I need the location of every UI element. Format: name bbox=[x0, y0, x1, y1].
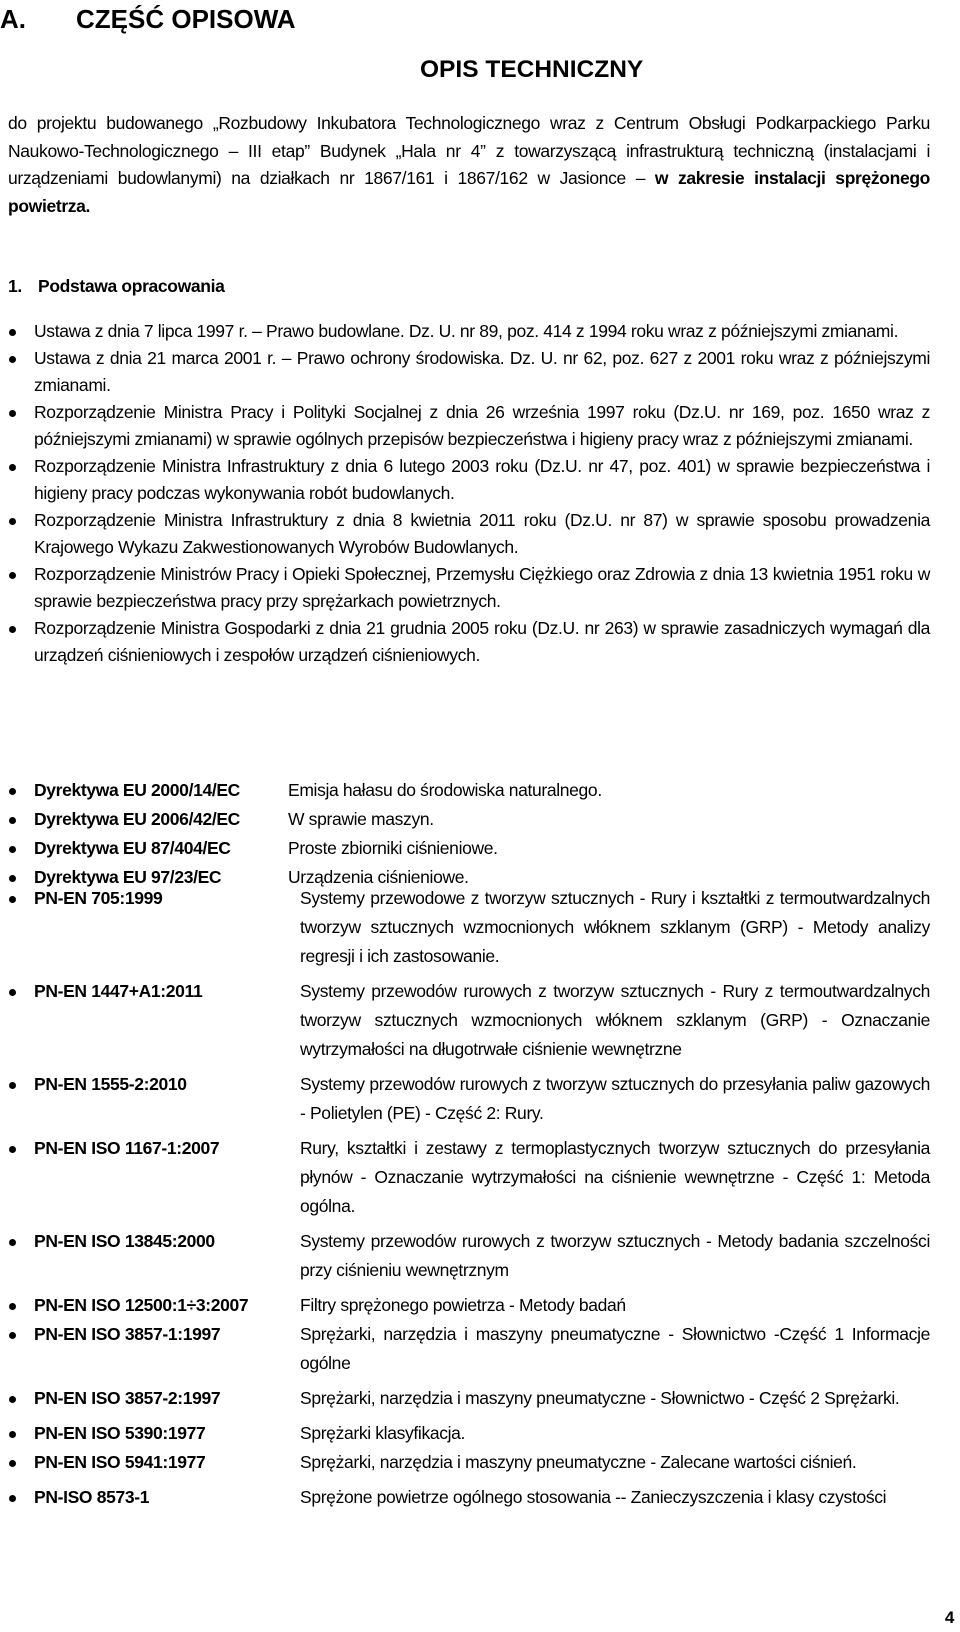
bullet-icon bbox=[9, 817, 16, 824]
norm-code: PN-EN ISO 1167-1:2007 bbox=[34, 1138, 220, 1158]
list-item bbox=[0, 805, 930, 834]
norm-desc: Filtry sprężonego powietrza - Metody badań bbox=[300, 1295, 626, 1315]
section-heading-number: A. bbox=[0, 4, 26, 34]
list-item-text: Ustawa z dnia 7 lipca 1997 r. – Prawo budowlane. Dz. U. nr 89, poz. 414 z 1994 roku wraz z późniejszymi zmianami. bbox=[34, 321, 899, 341]
bullet-icon bbox=[9, 626, 16, 633]
list-item bbox=[0, 1320, 930, 1378]
bullet-icon bbox=[9, 1396, 16, 1403]
bullet-icon bbox=[9, 518, 16, 525]
list-item bbox=[0, 834, 930, 863]
list-item-text: Rozporządzenie Ministra Infrastruktury z dnia 8 kwietnia 2011 roku (Dz.U. nr 87) w sprawie sposobu prowadzenia Krajowego Wykazu Zakwestionowanych Wyrobów Budowlanych. bbox=[34, 510, 930, 557]
norm-code: PN-EN ISO 3857-2:1997 bbox=[34, 1388, 221, 1408]
list-item bbox=[0, 615, 930, 669]
list-item bbox=[0, 1448, 930, 1477]
norm-desc: Systemy przewodów rurowych z tworzyw sztucznych - Rury z termoutwardzalnych tworzyw sztucznych wzmocnionych włóknem szklanym (GRP) - Oznaczanie wytrzymałości na długotrwałe ciśnienie wewnętrzne bbox=[300, 981, 930, 1059]
subsection-title: Podstawa opracowania bbox=[38, 276, 225, 296]
directive-desc: Emisja hałasu do środowiska naturalnego. bbox=[288, 780, 602, 800]
norm-code: PN-EN ISO 3857-1:1997 bbox=[34, 1324, 221, 1344]
bullet-icon bbox=[9, 464, 16, 471]
bullet-icon bbox=[9, 410, 16, 417]
list-item bbox=[0, 318, 930, 345]
list-item bbox=[0, 453, 930, 507]
list-item-text: Rozporządzenie Ministra Infrastruktury z dnia 6 lutego 2003 roku (Dz.U. nr 47, poz. 401) w sprawie bezpieczeństwa i higieny pracy podczas wykonywania robót budowlanych. bbox=[34, 456, 930, 503]
bullet-icon bbox=[9, 572, 16, 579]
directive-code: Dyrektywa EU 2000/14/EC bbox=[34, 780, 240, 800]
list-item bbox=[0, 1291, 930, 1320]
bullet-icon bbox=[9, 356, 16, 363]
norm-code: PN-EN ISO 12500:1÷3:2007 bbox=[34, 1295, 249, 1315]
norm-code: PN-EN ISO 5941:1977 bbox=[34, 1452, 206, 1472]
norm-desc: Sprężarki, narzędzia i maszyny pneumatyczne - Zalecane wartości ciśnień. bbox=[300, 1452, 857, 1472]
bullet-icon bbox=[9, 989, 16, 996]
list-item bbox=[0, 507, 930, 561]
norm-desc: Systemy przewodów rurowych z tworzyw sztucznych do przesyłania paliw gazowych - Polietylen (PE) - Część 2: Rury. bbox=[300, 1074, 930, 1123]
directive-desc: Proste zbiorniki ciśnieniowe. bbox=[288, 838, 498, 858]
list-item-text: Rozporządzenie Ministra Gospodarki z dnia 21 grudnia 2005 roku (Dz.U. nr 263) w sprawie zasadniczych wymagań dla urządzeń ciśnieniowych i zespołów urządzeń ciśnieniowych. bbox=[34, 618, 930, 665]
bullet-icon bbox=[9, 1082, 16, 1089]
list-item bbox=[0, 776, 930, 805]
norm-code: PN-EN ISO 13845:2000 bbox=[34, 1231, 215, 1251]
bullet-icon bbox=[9, 1239, 16, 1246]
norm-desc: Sprężarki klasyfikacja. bbox=[300, 1423, 466, 1443]
page-number: 4 bbox=[944, 1608, 954, 1627]
list-item-text: Ustawa z dnia 21 marca 2001 r. – Prawo ochrony środowiska. Dz. U. nr 62, poz. 627 z 2001 roku wraz z późniejszymi zmianami. bbox=[34, 348, 930, 395]
norm-desc: Systemy przewodowe z tworzyw sztucznych - Rury i kształtki z termoutwardzalnych tworzyw sztucznych wzmocnionych włóknem szklanym (GRP) - Metody analizy regresji i ich zastosowanie. bbox=[300, 888, 930, 966]
list-item bbox=[0, 1227, 930, 1285]
laws-list bbox=[0, 318, 930, 669]
list-item-text: Rozporządzenie Ministra Pracy i Polityki Socjalnej z dnia 26 września 1997 roku (Dz.U. nr 169, poz. 1650 wraz z późniejszymi zmianami) w sprawie ogólnych przepisów bezpieczeństwa i higieny pracy wraz z późniejszymi zmianami. bbox=[34, 402, 930, 449]
bullet-icon bbox=[9, 1460, 16, 1467]
norm-code: PN-EN ISO 5390:1977 bbox=[34, 1423, 206, 1443]
directives-list bbox=[0, 776, 930, 892]
norms-list bbox=[0, 884, 930, 1512]
bullet-icon bbox=[9, 329, 16, 336]
list-item bbox=[0, 399, 930, 453]
section-heading-text: CZĘŚĆ OPISOWA bbox=[76, 4, 296, 34]
bullet-icon bbox=[9, 1332, 16, 1339]
norm-code: PN-EN 705:1999 bbox=[34, 888, 163, 908]
document-title: OPIS TECHNICZNY bbox=[420, 56, 644, 83]
norm-desc: Sprężarki, narzędzia i maszyny pneumatyczne - Słownictwo - Część 2 Sprężarki. bbox=[300, 1388, 900, 1408]
subsection-number: 1. bbox=[8, 276, 22, 296]
bullet-icon bbox=[9, 896, 16, 903]
list-item-text: Rozporządzenie Ministrów Pracy i Opieki Społecznej, Przemysłu Ciężkiego oraz Zdrowia z dnia 13 kwietnia 1951 roku w sprawie bezpieczeństwa pracy przy sprężarkach powietrznych. bbox=[34, 564, 930, 611]
list-item bbox=[0, 1134, 930, 1221]
list-item bbox=[0, 1483, 930, 1512]
bullet-icon bbox=[9, 788, 16, 795]
intro-paragraph bbox=[8, 110, 930, 220]
directive-desc: W sprawie maszyn. bbox=[288, 809, 434, 829]
intro-text: do projektu budowanego „Rozbudowy Inkubatora Technologicznego wraz z Centrum Obsługi Podkarpackiego Parku Naukowo-Technologicznego – III etap” Budynek „Hala nr 4” z towarzyszącą infrastrukturą techniczną (instalacjami i urządzeniami budowlanymi) na działkach nr 1867/161 i 1867/162 w Jasionce – bbox=[8, 113, 930, 188]
section-heading bbox=[0, 4, 296, 35]
bullet-icon bbox=[9, 1146, 16, 1153]
norm-desc: Sprężarki, narzędzia i maszyny pneumatyczne - Słownictwo -Część 1 Informacje ogólne bbox=[300, 1324, 930, 1373]
directive-code: Dyrektywa EU 97/23/EC bbox=[34, 867, 222, 887]
bullet-icon bbox=[9, 1431, 16, 1438]
bullet-icon bbox=[9, 846, 16, 853]
list-item bbox=[0, 345, 930, 399]
bullet-icon bbox=[9, 1495, 16, 1502]
norm-desc: Sprężone powietrze ogólnego stosowania -- Zanieczyszczenia i klasy czystości bbox=[300, 1487, 887, 1507]
intro-bold-text: w zakresie instalacji sprężonego powietrza. bbox=[8, 168, 931, 216]
bullet-icon bbox=[9, 875, 16, 882]
list-item bbox=[0, 561, 930, 615]
norm-code: PN-EN 1555-2:2010 bbox=[34, 1074, 187, 1094]
directive-code: Dyrektywa EU 87/404/EC bbox=[34, 838, 231, 858]
list-item bbox=[0, 1419, 930, 1448]
norm-desc: Rury, kształtki i zestawy z termoplastycznych tworzyw sztucznych do przesyłania płynów - Oznaczanie wytrzymałości na ciśnienie wewnętrzne - Część 1: Metoda ogólna. bbox=[300, 1138, 930, 1216]
subsection-heading bbox=[8, 276, 225, 297]
directive-code: Dyrektywa EU 2006/42/EC bbox=[34, 809, 240, 829]
norm-code: PN-EN 1447+A1:2011 bbox=[34, 981, 203, 1001]
norm-desc: Systemy przewodów rurowych z tworzyw sztucznych - Metody badania szczelności przy ciśnieniu wewnętrznym bbox=[300, 1231, 930, 1280]
bullet-icon bbox=[9, 1303, 16, 1310]
norm-code: PN-ISO 8573-1 bbox=[34, 1487, 150, 1507]
list-item bbox=[0, 977, 930, 1064]
directive-desc: Urządzenia ciśnieniowe. bbox=[288, 867, 469, 887]
list-item bbox=[0, 884, 930, 971]
list-item bbox=[0, 1070, 930, 1128]
list-item bbox=[0, 1384, 930, 1413]
